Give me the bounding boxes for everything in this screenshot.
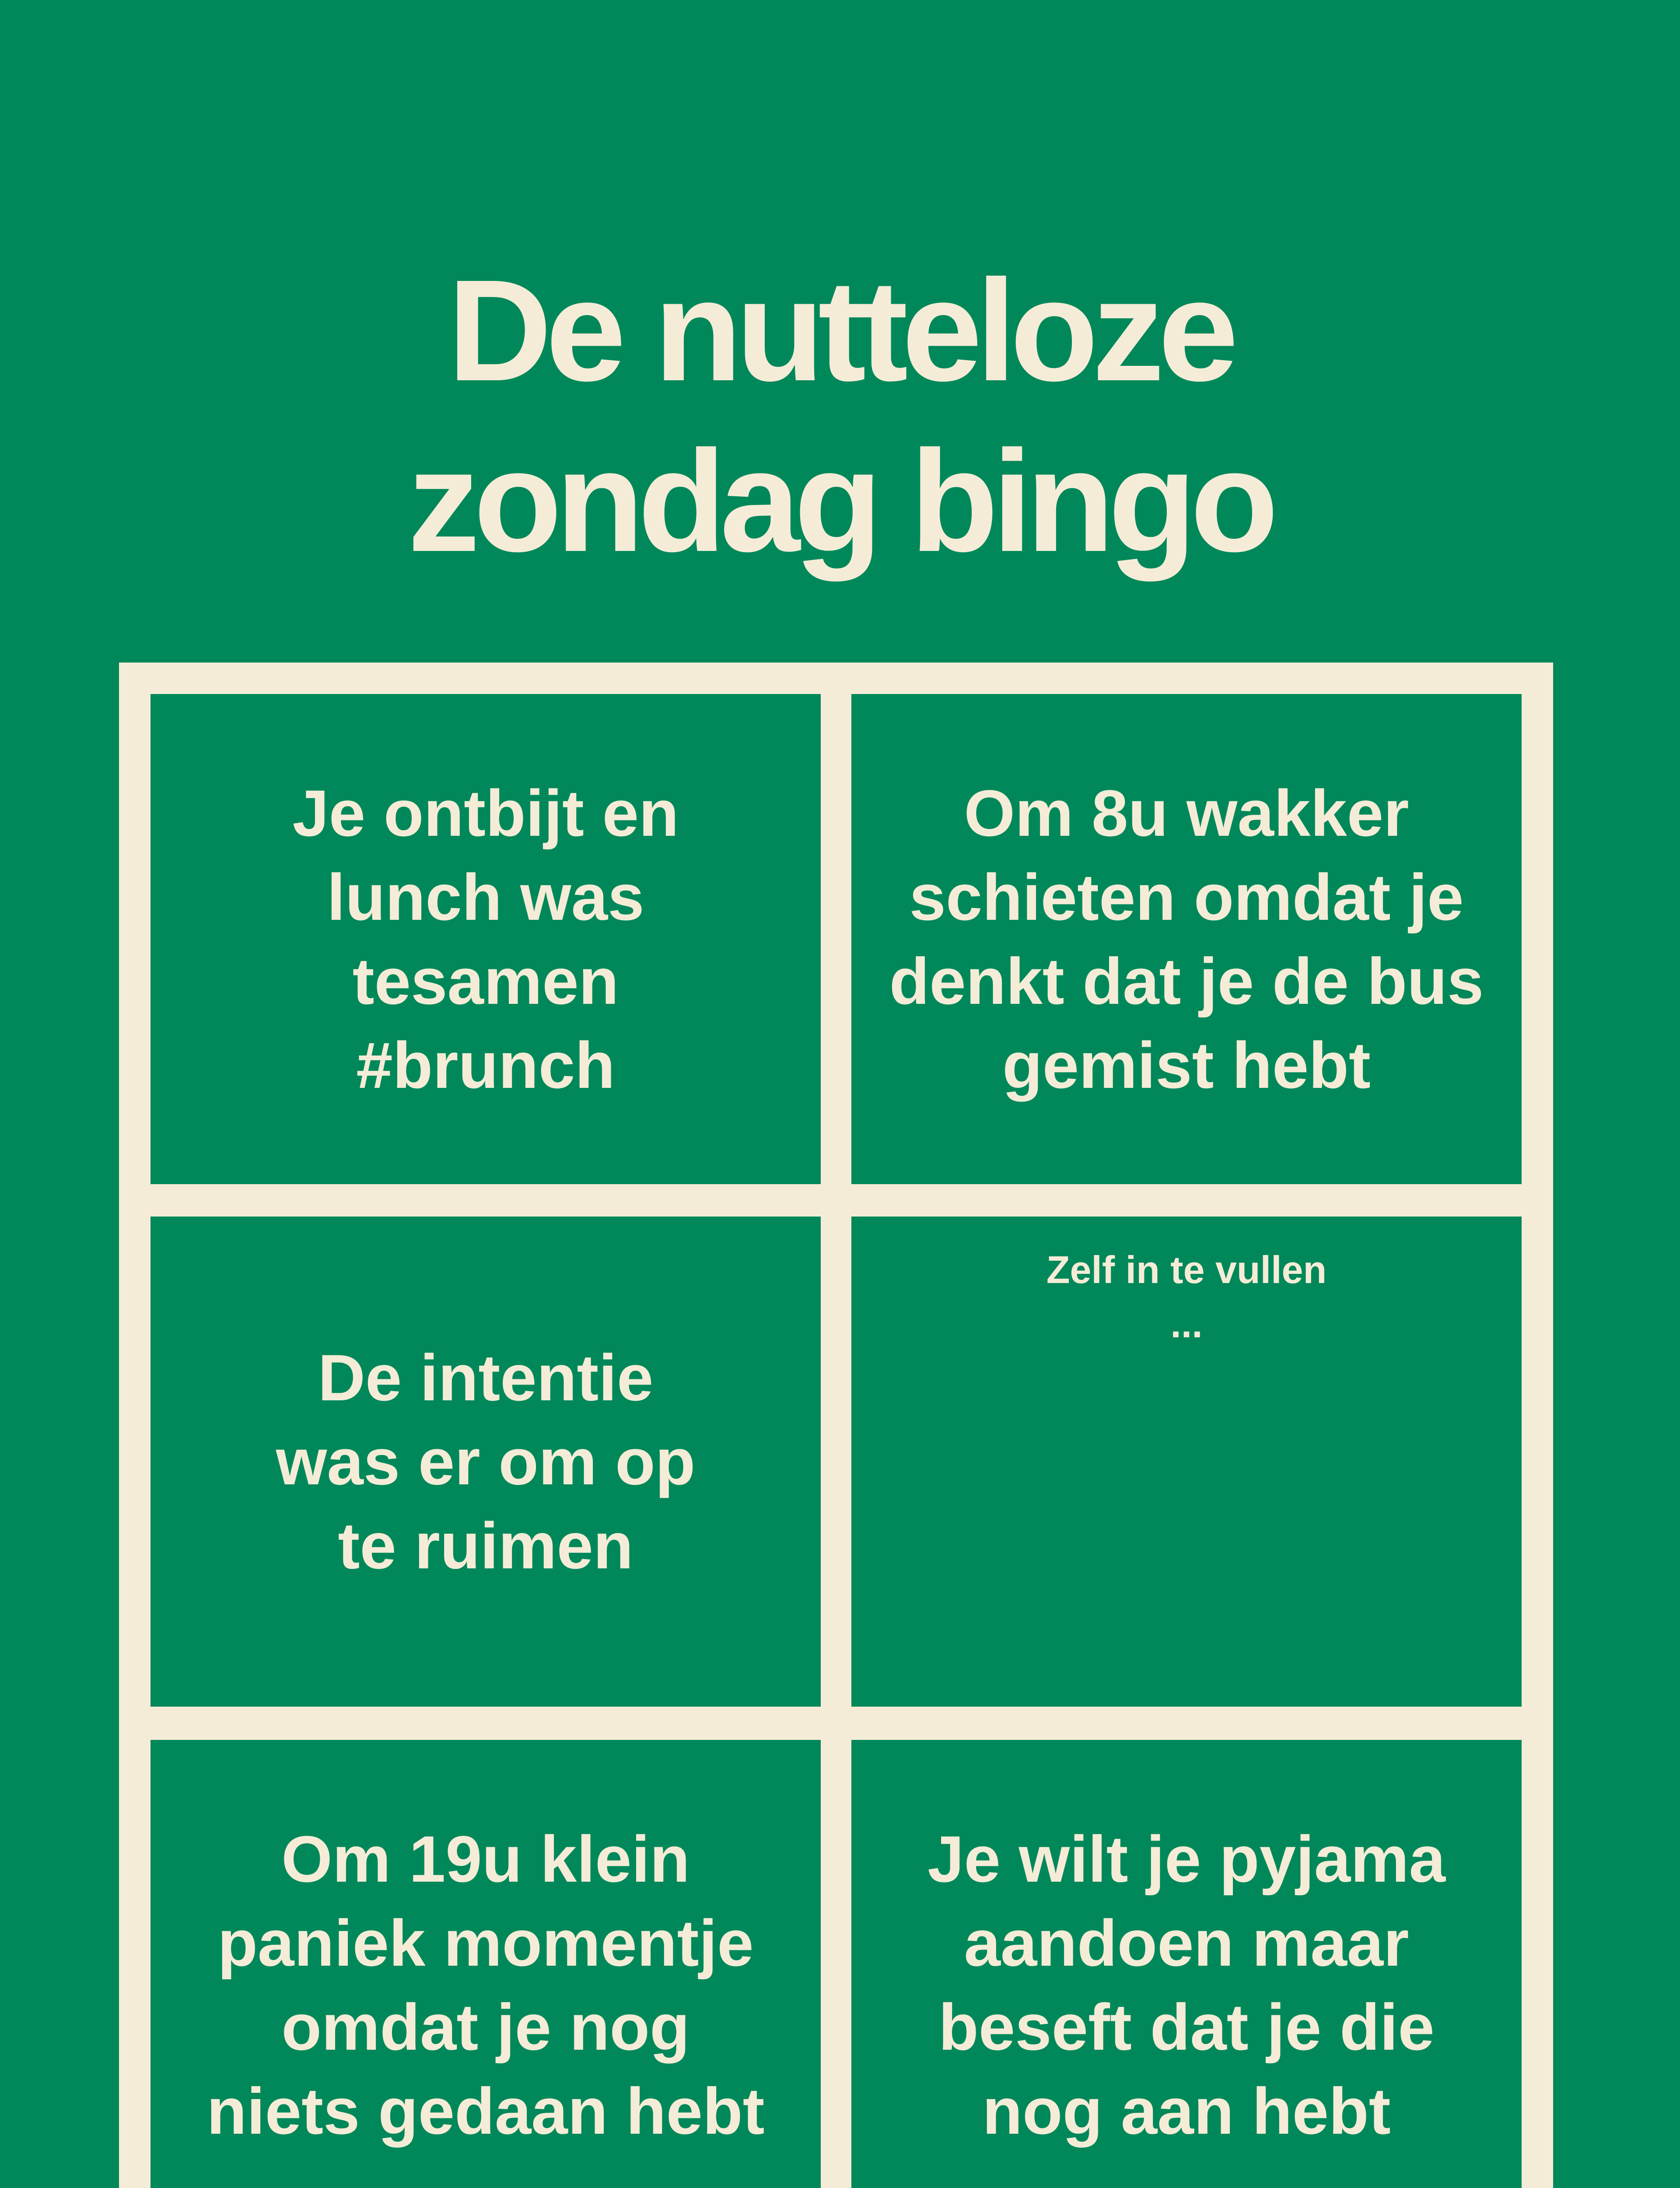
title-line-1: De nutteloze — [448, 249, 1232, 411]
bingo-cell-brunch[interactable]: Je ontbijt en lunch was tesamen #brunch — [150, 694, 821, 1184]
bingo-cell-pyjama[interactable]: Je wilt je pyjama aandoen maar beseft dat je die nog aan hebt — [851, 1740, 1522, 2188]
bingo-board — [119, 663, 1553, 2188]
bingo-cell-paniek[interactable]: Om 19u klein paniek momentje omdat je nog niets gedaan hebt — [150, 1740, 821, 2188]
bingo-cell-opruimen[interactable]: De intentie was er om op te ruimen — [150, 1217, 821, 1707]
bingo-cell-bus[interactable]: Om 8u wakker schieten omdat je denkt dat je de bus gemist hebt — [851, 694, 1522, 1184]
bingo-cell-zelf-invullen[interactable]: Zelf in te vullen ... — [851, 1217, 1522, 1707]
title-line-2: zondag bingo — [407, 420, 1273, 582]
page-title — [0, 245, 1680, 586]
